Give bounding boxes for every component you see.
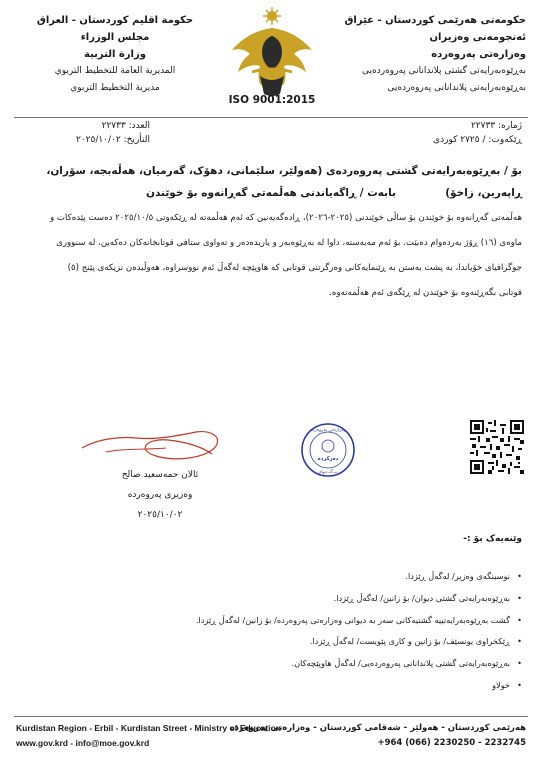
header-kurdish bbox=[326, 12, 526, 97]
cc-item: • بەڕێوەبەرایەتی گشتی دیوان/ بۆ زانین/ لەگەڵ ڕێزدا. bbox=[142, 588, 522, 610]
cc-heading: وێنەیەک بۆ :- bbox=[463, 534, 522, 544]
cc-item: • نوسینگەی وەزیر/ لەگەڵ ڕێزدا. bbox=[142, 566, 522, 588]
stamp-middle-text: دەرکردە bbox=[317, 456, 339, 462]
letter-body bbox=[20, 206, 522, 306]
footer-contact-en[interactable]: www.gov.krd - info@moe.gov.krd bbox=[16, 738, 150, 748]
cc-item: • ڕێکخراوی یونسێف/ بۆ زانین و کاری پێویست/ لەگەڵ ڕێزدا. bbox=[142, 631, 522, 653]
header-ku-line: ئەنجومەنی وەزیران bbox=[429, 32, 526, 43]
header-ar-line: حكومة اقليم كوردستان - العراق bbox=[36, 15, 194, 26]
header-ar-line: وزارة التربية bbox=[84, 49, 146, 60]
meta-kurdish bbox=[322, 119, 522, 147]
header-ku-line: وەزارەتی پەروەردە bbox=[431, 49, 526, 60]
header-divider bbox=[14, 117, 528, 118]
footer-address-en: Kurdistan Region - Erbil - Kurdistan Street - Ministry of Education bbox=[16, 723, 281, 733]
body-line: قوتابی بگەڕێنەوە بۆ خوێندن لە ڕێگەی ئەم هەڵمەتەوە. bbox=[329, 288, 522, 298]
official-stamp-seal bbox=[300, 422, 356, 478]
letter-number: ژمارە: ٢٢٧٣٣ bbox=[470, 121, 522, 131]
letter-subject: بابەت / ڕاگەیاندنی هەڵمەتی گەڕانەوە بۆ خوێندن bbox=[146, 187, 396, 199]
body-line: ماوەی (١٦) ڕۆژ بەردەوام دەبێت. بۆ ئەم مەبەستە، داوا لە بەڕێوەبەر و یاریدەدەر و تەواوی ستافی قوتابخانەکان دەکەین، لە سنووری bbox=[56, 238, 522, 248]
cc-item: • بەڕێوەبەرایەتی گشتی پلاندانانی پەروەردەیی/ لەگەڵ هاوپێچەکان. bbox=[142, 653, 522, 675]
header-ku-line: بەڕێوەبەرایەتی پلاندانانی پەروەردەیی bbox=[387, 83, 526, 93]
cc-item: • خولاو bbox=[142, 675, 522, 697]
header-ku-line: حکومەتی هەرێمی کوردستان - عێراق bbox=[344, 15, 526, 26]
letter-date-ar: التأريخ: ٢٠٢٥/١٠/٠٢ bbox=[75, 135, 150, 145]
header-ar-line: مديرية التخطيط التربوي bbox=[70, 83, 160, 93]
footer-phone: +964 (066) 2230250 - 2232745 bbox=[377, 738, 526, 748]
letter-recipient: بۆ / بەڕێوەبەرایەتی گشتی پەروەردەی (هەولێر، سلێمانی، دهۆک، گەرمیان، هەڵەبجە، سۆران، ڕاپەرین، زاخۆ) bbox=[46, 165, 522, 199]
meta-arabic bbox=[30, 119, 150, 147]
cc-list bbox=[142, 566, 522, 697]
footer-divider bbox=[14, 716, 528, 717]
signature-block bbox=[100, 465, 220, 525]
cc-item: • گشت بەڕێوەبەرایەتییە گشتیەکانی سەر بە دیوانی وەزارەتی پەروەردە/ بۆ زانین/ لەگەڵ ڕێزدا. bbox=[142, 610, 522, 632]
header-ar-line: المديرية العامة للتخطيط التربوي bbox=[54, 66, 176, 76]
header-ku-line: بەڕێوەبەرایەتی گشتی پلاندانانی پەروەردەیی bbox=[362, 66, 526, 76]
signature-date: ٢٠٢٥/١٠/٠٢ bbox=[137, 510, 183, 520]
body-line: جوگرافیای خۆیاندا، بە پشت بەستن بە ڕێنمایەکانی وەرگرتنی قوتابی کە هاوپێچە لەگەڵ ئەم نووسراوە، هەوڵبدەن نزیکەی پێنج (٥) bbox=[67, 263, 522, 273]
letter-number-ar: العدد: ٢٢٧٣٣ bbox=[101, 121, 150, 131]
footer-kurdish bbox=[230, 721, 526, 751]
header-ar-line: مجلس الوزراء bbox=[80, 32, 150, 43]
iso-certification: ISO 9001:2015 bbox=[228, 94, 316, 106]
header-arabic bbox=[30, 12, 200, 97]
signatory-title: وەزیری پەروەردە bbox=[127, 490, 193, 500]
body-line: هەڵمەتی گەڕانەوە بۆ خوێندن بۆ ساڵی خوێندنی (٢٠٢٥-٢٠٢٦)، ڕادەگەیەنین کە ئەم هەڵمەتە لە ڕێکەوتی ٢٠٢٥/١٠/٥ دەست پێدەکات و bbox=[50, 213, 522, 223]
kurdistan-emblem-logo bbox=[222, 6, 322, 108]
stamp-top-text: وەزارەتی پەروەردە bbox=[310, 428, 346, 433]
footer-address-ku: هەرێمی کوردستان - هەولێر - شەقامی کوردستان - وەزارەتی پەروەردە bbox=[229, 723, 526, 733]
stamp-bottom-text: ب.گ.دیوان bbox=[318, 469, 338, 474]
letter-date: ڕێکەوت: / ٢٧٢٥ کوردی bbox=[433, 135, 522, 145]
signatory-name: ئالان حمەسعید صالح bbox=[121, 470, 199, 480]
handwritten-signature bbox=[76, 418, 226, 468]
qr-code[interactable] bbox=[470, 420, 524, 474]
